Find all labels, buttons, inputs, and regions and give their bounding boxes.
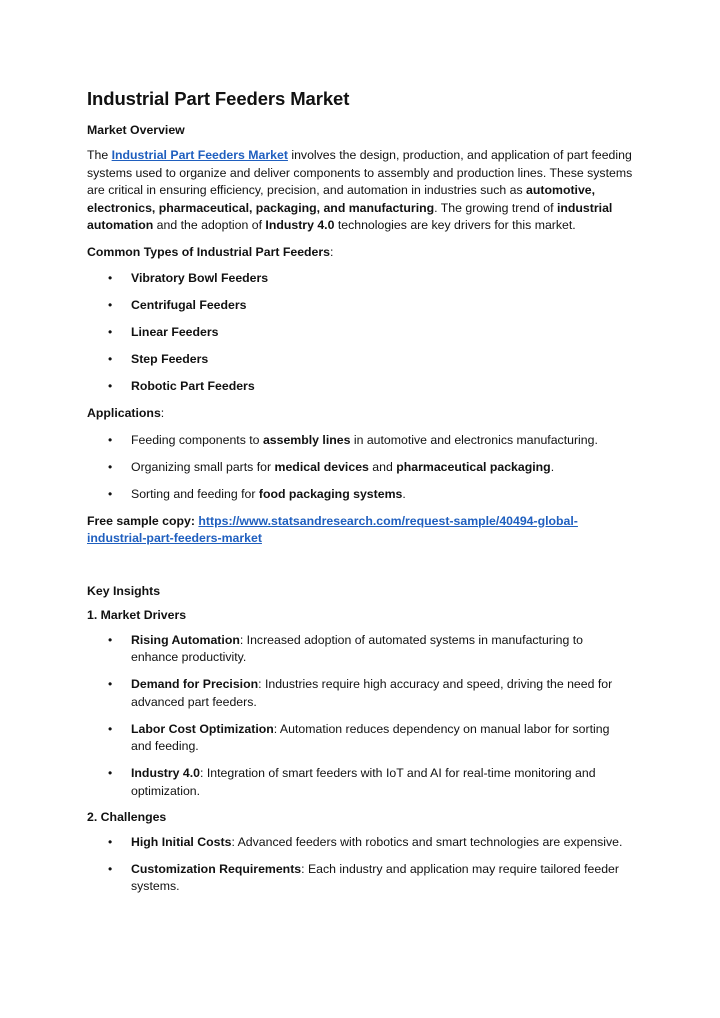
list-item-text: Linear Feeders — [131, 325, 219, 339]
list-item — [87, 834, 633, 852]
document-body — [87, 88, 633, 905]
applications-list — [87, 432, 633, 504]
list-item-text: Vibratory Bowl Feeders — [131, 271, 269, 285]
bullet-icon: • — [108, 766, 113, 780]
list-item-text: Robotic Part Feeders — [131, 379, 255, 393]
types-list — [87, 270, 633, 396]
list-item — [87, 297, 633, 315]
bullet-icon: • — [108, 861, 113, 876]
text-run: Sorting and feeding for — [131, 486, 259, 501]
challenges-heading: 2. Challenges — [87, 809, 167, 824]
list-item — [87, 676, 633, 711]
bold-term: High Initial Costs — [131, 834, 232, 849]
text-run: The — [87, 148, 112, 162]
market-overview-paragraph — [87, 147, 633, 235]
text-run: and the adoption of — [153, 218, 266, 232]
text-run: involves the design, production, and application of part feeding systems used to organize and deliver components to assembly and production lines. These systems are critical in ensuring efficiency, precision, and automation in industries such as — [87, 148, 633, 197]
key-insights-heading: Key Insights — [87, 583, 161, 598]
page-title: Industrial Part Feeders Market — [87, 88, 350, 109]
list-item — [87, 270, 633, 288]
list-item — [87, 632, 633, 667]
text-run: : Advanced feeders with robotics and smart technologies are expensive. — [231, 834, 623, 849]
drivers-list — [87, 632, 633, 801]
colon: : — [160, 406, 165, 420]
types-heading-text: Common Types of Industrial Part Feeders — [87, 244, 331, 259]
bold-term: medical devices — [274, 459, 369, 474]
bullet-icon: • — [108, 432, 113, 447]
market-overview-heading: Market Overview — [87, 123, 185, 137]
bullet-icon: • — [108, 352, 113, 366]
text-run: Feeding components to — [131, 432, 263, 447]
types-heading — [87, 244, 633, 262]
applications-heading — [87, 405, 633, 423]
bullet-icon: • — [108, 459, 113, 474]
bold-term: Customization Requirements — [131, 861, 302, 876]
text-run: . The growing trend of — [434, 200, 557, 215]
text-run: . — [550, 459, 555, 474]
bullet-icon: • — [108, 271, 113, 285]
bullet-icon: • — [108, 379, 113, 393]
list-item — [87, 378, 633, 396]
list-item — [87, 721, 633, 756]
bold-term: assembly lines — [262, 432, 351, 447]
bullet-icon: • — [108, 632, 113, 647]
bold-term: pharmaceutical packaging — [396, 459, 551, 474]
challenges-list — [87, 834, 633, 896]
list-item — [87, 861, 633, 896]
text-run: : Each industry and application may require tailored feeder systems. — [131, 861, 619, 893]
bullet-icon: • — [108, 298, 113, 312]
text-run: in automotive and electronics manufacturing. — [350, 432, 598, 447]
market-report-link[interactable]: Industrial Part Feeders Market — [111, 148, 288, 162]
text-run: : Industries require high accuracy and speed, driving the need for advanced part feeders. — [131, 677, 613, 709]
bold-term: Rising Automation — [131, 632, 240, 647]
free-sample-line — [87, 513, 633, 548]
text-run: technologies are key drivers for this market. — [334, 218, 576, 232]
bullet-icon: • — [108, 486, 113, 501]
bold-term: Demand for Precision — [131, 677, 259, 691]
spacer — [87, 557, 633, 584]
text-run: and — [368, 459, 397, 474]
free-sample-link[interactable]: https://www.statsandresearch.com/request-sample/40494-global-industrial-part-feeders-market — [87, 513, 578, 545]
list-item — [87, 432, 633, 450]
list-item — [87, 765, 633, 800]
bold-term: food packaging systems — [258, 486, 403, 501]
list-item — [87, 459, 633, 477]
bullet-icon: • — [108, 677, 113, 691]
list-item — [87, 351, 633, 369]
list-item — [87, 324, 633, 342]
text-run: : Increased adoption of automated systems in manufacturing to enhance productivity. — [131, 632, 583, 664]
applications-heading-text: Applications — [87, 406, 161, 420]
text-run: . — [402, 486, 406, 501]
bold-term: Labor Cost Optimization — [131, 721, 274, 736]
text-run: : Integration of smart feeders with IoT and AI for real-time monitoring and optimization. — [131, 766, 596, 798]
colon: : — [330, 244, 334, 259]
market-drivers-heading: 1. Market Drivers — [87, 607, 187, 622]
list-item-text: Centrifugal Feeders — [131, 298, 247, 312]
bold-industries: automotive, electronics, pharmaceutical, packaging, and manufacturing — [87, 183, 596, 215]
bold-industrial-automation: industrial automation — [87, 200, 613, 232]
bold-industry-4: Industry 4.0 — [265, 218, 335, 232]
free-sample-label: Free sample copy: — [87, 513, 199, 528]
list-item — [87, 486, 633, 504]
bullet-icon: • — [108, 721, 113, 736]
bold-term: Industry 4.0 — [131, 766, 201, 780]
list-item-text: Step Feeders — [131, 352, 209, 366]
text-run: Organizing small parts for — [131, 459, 275, 474]
text-run: : Automation reduces dependency on manual labor for sorting and feeding. — [131, 721, 610, 753]
bullet-icon: • — [108, 834, 113, 849]
bullet-icon: • — [108, 325, 113, 339]
